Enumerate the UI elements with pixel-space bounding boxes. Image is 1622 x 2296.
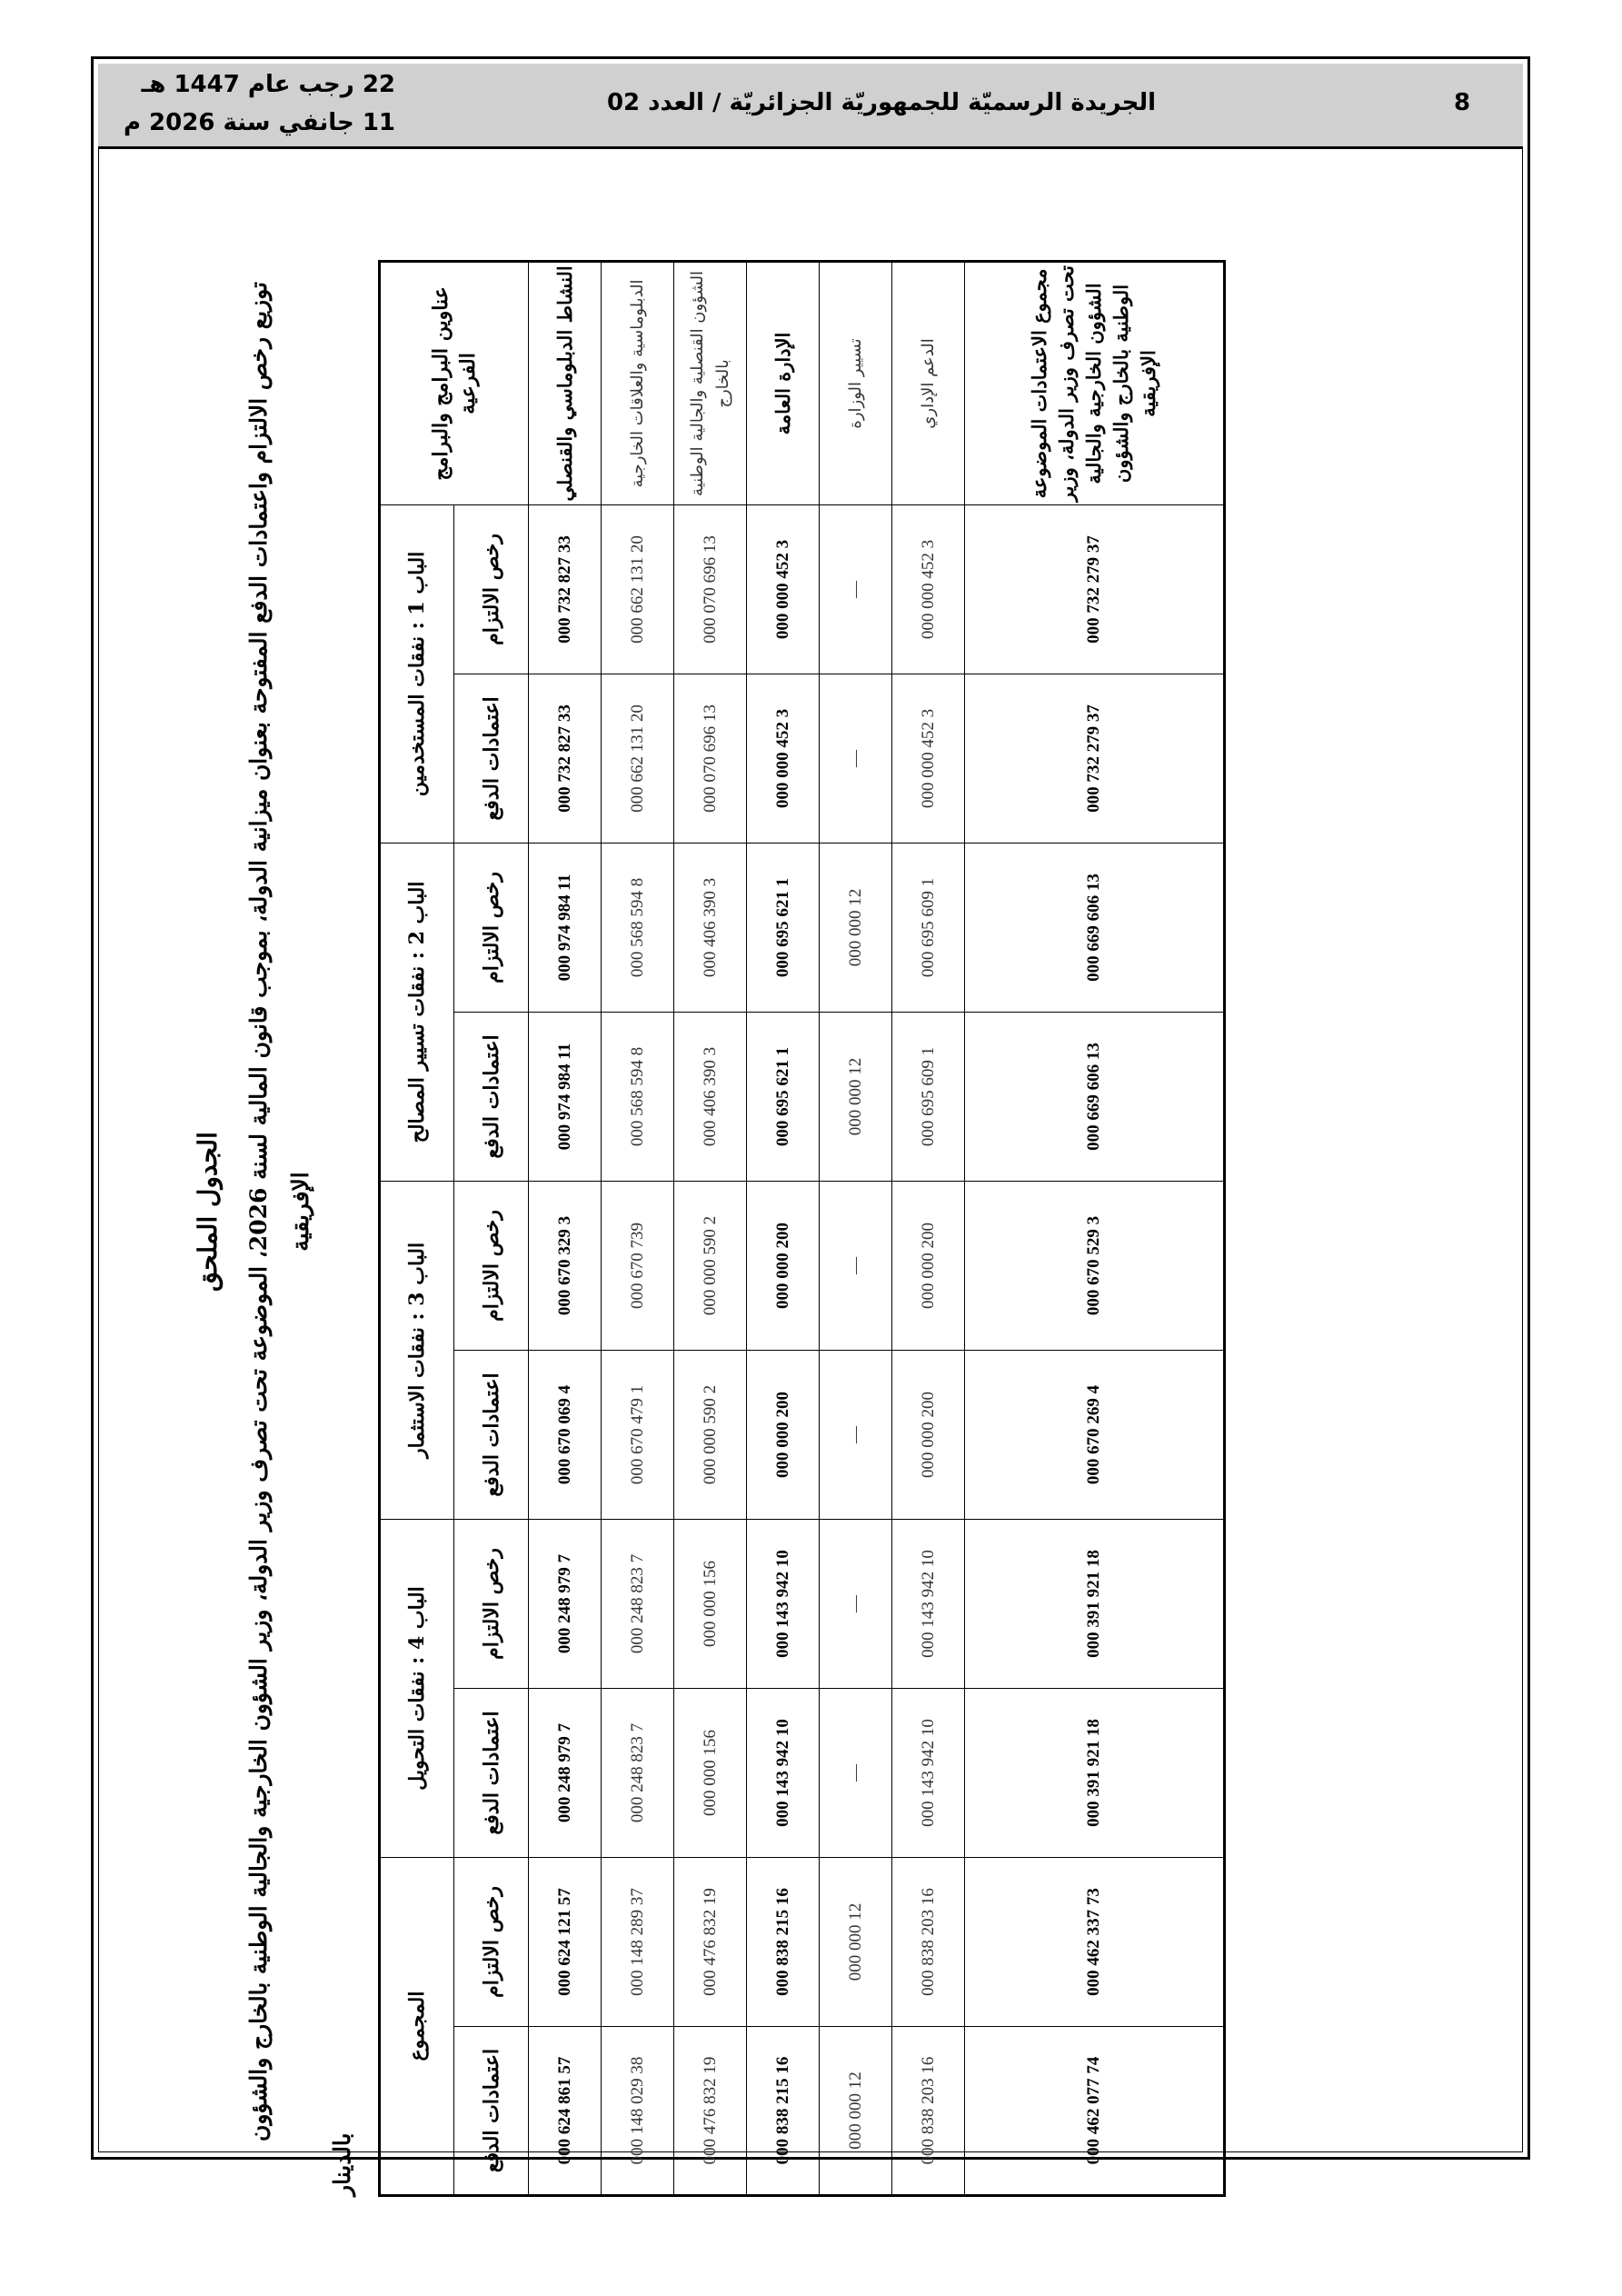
cell-value: 19 832 476 000 bbox=[674, 1857, 747, 2026]
header-payment: اعتمادات الدفع bbox=[454, 1350, 529, 1519]
cell-value: 11 984 974 000 bbox=[529, 843, 602, 1012]
cell-value: 7 823 248 000 bbox=[602, 1688, 674, 1857]
table-caption-text: توزيع رخص الالتزام واعتمادات الدفع المفتوحة بعنوان ميزانية الدولة، بموجب قانون المالية لسنة 2026، الموضوعة تحت تصرف وزير الدولة، وزير الشؤون الخارجية والجالية الوطنية بالخارج والشؤون الإفريقية bbox=[245, 282, 313, 2141]
cell-value: 10 942 143 000 bbox=[747, 1688, 820, 1857]
program-name: الدعم الإداري bbox=[892, 261, 965, 504]
cell-value: 2 590 000 000 bbox=[674, 1350, 747, 1519]
cell-value: 3 452 000 000 bbox=[892, 674, 965, 843]
cell-value: 20 131 662 000 bbox=[602, 674, 674, 843]
cell-value: 3 452 000 000 bbox=[747, 674, 820, 843]
header-commitment: رخص الالتزام bbox=[454, 1181, 529, 1350]
cell-value: 33 827 732 000 bbox=[529, 504, 602, 674]
header-group: الباب 3 : نفقات الاستثمار bbox=[380, 1181, 454, 1519]
cell-value: 18 921 391 000 bbox=[965, 1519, 1225, 1688]
header-payment: اعتمادات الدفع bbox=[454, 2026, 529, 2195]
table-row bbox=[747, 261, 820, 2195]
cell-value: 33 827 732 000 bbox=[529, 674, 602, 843]
cell-value: 73 337 462 000 bbox=[965, 1857, 1225, 2026]
program-name: الإدارة العامة bbox=[747, 261, 820, 504]
header-group: الباب 2 : نفقات تسيير المصالح bbox=[380, 843, 454, 1181]
cell-value: 1 609 695 000 bbox=[892, 1012, 965, 1181]
cell-value: 200 000 000 bbox=[892, 1181, 965, 1350]
cell-value: 11 984 974 000 bbox=[529, 1012, 602, 1181]
table-row-total bbox=[965, 261, 1225, 2195]
header-group: الباب 4 : نفقات التحويل bbox=[380, 1519, 454, 1857]
cell-value: 13 696 070 000 bbox=[674, 504, 747, 674]
cell-value: 3 390 406 000 bbox=[674, 1012, 747, 1181]
cell-value: 3 529 670 000 bbox=[965, 1181, 1225, 1350]
cell-value: 12 000 000 bbox=[820, 1857, 892, 2026]
header-commitment: رخص الالتزام bbox=[454, 1857, 529, 2026]
cell-value: 57 121 624 000 bbox=[529, 1857, 602, 2026]
cell-value: 200 000 000 bbox=[892, 1350, 965, 1519]
cell-value: 10 942 143 000 bbox=[892, 1519, 965, 1688]
cell-value: — bbox=[820, 1350, 892, 1519]
header-commitment: رخص الالتزام bbox=[454, 504, 529, 674]
cell-value: 156 000 000 bbox=[674, 1688, 747, 1857]
cell-value: 13 606 669 000 bbox=[965, 1012, 1225, 1181]
header-group: المجموع bbox=[380, 1857, 454, 2195]
header-payment: اعتمادات الدفع bbox=[454, 674, 529, 843]
page-number: 8 bbox=[1454, 89, 1471, 116]
cell-value: 18 921 391 000 bbox=[965, 1688, 1225, 1857]
currency-unit: بالدينار bbox=[329, 2132, 355, 2196]
header-commitment: رخص الالتزام bbox=[454, 1519, 529, 1688]
cell-value: 12 000 000 bbox=[820, 843, 892, 1012]
cell-value: 7 979 248 000 bbox=[529, 1688, 602, 1857]
table-row bbox=[529, 261, 602, 2195]
gazette-title: الجريدة الرسميّة للجمهوريّة الجزائريّة / العدد 02 bbox=[606, 89, 1157, 116]
cell-value: 8 594 568 000 bbox=[602, 1012, 674, 1181]
program-name: الدبلوماسية والعلاقات الخارجية bbox=[602, 261, 674, 504]
cell-value: — bbox=[820, 504, 892, 674]
rotated-content bbox=[193, 225, 1537, 2198]
cell-value: 38 029 148 000 bbox=[602, 2026, 674, 2195]
budget-table bbox=[378, 260, 1226, 2197]
program-name: تسيير الوزارة bbox=[820, 261, 892, 504]
cell-value: — bbox=[820, 1181, 892, 1350]
cell-value: 12 000 000 bbox=[820, 1012, 892, 1181]
cell-value: 57 861 624 000 bbox=[529, 2026, 602, 2195]
cell-value: 739 670 000 bbox=[602, 1181, 674, 1350]
table-row bbox=[602, 261, 674, 2195]
cell-value: — bbox=[820, 1688, 892, 1857]
header-group: الباب 1 : نفقات المستخدمين bbox=[380, 504, 454, 843]
cell-value: 2 590 000 000 bbox=[674, 1181, 747, 1350]
cell-value: 74 077 462 000 bbox=[965, 2026, 1225, 2195]
date-hijri: 22 رجب عام 1447 هـ bbox=[141, 71, 395, 98]
table-row bbox=[820, 261, 892, 2195]
cell-value: 1 621 695 000 bbox=[747, 1012, 820, 1181]
cell-value: 1 621 695 000 bbox=[747, 843, 820, 1012]
cell-value: 16 203 838 000 bbox=[892, 2026, 965, 2195]
cell-value: 4 069 670 000 bbox=[529, 1350, 602, 1519]
cell-value: 200 000 000 bbox=[747, 1350, 820, 1519]
cell-value: 1 479 670 000 bbox=[602, 1350, 674, 1519]
cell-value: 3 390 406 000 bbox=[674, 843, 747, 1012]
cell-value: 1 609 695 000 bbox=[892, 843, 965, 1012]
cell-value: 37 279 732 000 bbox=[965, 674, 1225, 843]
header-programs: عناوين البرامج والبرامج الفرعية bbox=[380, 261, 529, 504]
table-caption-title: الجدول الملحق bbox=[193, 1132, 223, 1292]
cell-value: 3 329 670 000 bbox=[529, 1181, 602, 1350]
program-name: النشاط الدبلوماسي والقنصلي bbox=[529, 261, 602, 504]
cell-value: 8 594 568 000 bbox=[602, 843, 674, 1012]
cell-value: 12 000 000 bbox=[820, 2026, 892, 2195]
cell-value: 16 215 838 000 bbox=[747, 1857, 820, 2026]
cell-value: 37 289 148 000 bbox=[602, 1857, 674, 2026]
header-commitment: رخص الالتزام bbox=[454, 843, 529, 1012]
cell-value: — bbox=[820, 1519, 892, 1688]
cell-value: 13 696 070 000 bbox=[674, 674, 747, 843]
cell-value: — bbox=[820, 674, 892, 843]
header-payment: اعتمادات الدفع bbox=[454, 1012, 529, 1181]
cell-value: 156 000 000 bbox=[674, 1519, 747, 1688]
cell-value: 19 832 476 000 bbox=[674, 2026, 747, 2195]
cell-value: 7 979 248 000 bbox=[529, 1519, 602, 1688]
cell-value: 20 131 662 000 bbox=[602, 504, 674, 674]
header-payment: اعتمادات الدفع bbox=[454, 1688, 529, 1857]
date-gregorian: 11 جانفي سنة 2026 م bbox=[123, 109, 395, 136]
table-row bbox=[674, 261, 747, 2195]
cell-value: 16 215 838 000 bbox=[747, 2026, 820, 2195]
table-row bbox=[892, 261, 965, 2195]
program-name: الشؤون القنصلية والجالية الوطنية بالخارج bbox=[674, 261, 747, 504]
cell-value: 37 279 732 000 bbox=[965, 504, 1225, 674]
cell-value: 3 452 000 000 bbox=[747, 504, 820, 674]
cell-value: 10 942 143 000 bbox=[892, 1688, 965, 1857]
cell-value: 3 452 000 000 bbox=[892, 504, 965, 674]
cell-value: 7 823 248 000 bbox=[602, 1519, 674, 1688]
cell-value: 10 942 143 000 bbox=[747, 1519, 820, 1688]
cell-value: 4 269 670 000 bbox=[965, 1350, 1225, 1519]
cell-value: 16 203 838 000 bbox=[892, 1857, 965, 2026]
program-name: مجموع الاعتمادات الموضوعة تحت تصرف وزير الدولة، وزير الشؤون الخارجية والجالية الوطنية بالخارج والشؤون الإفريقية bbox=[965, 261, 1225, 504]
cell-value: 200 000 000 bbox=[747, 1181, 820, 1350]
cell-value: 13 606 669 000 bbox=[965, 843, 1225, 1012]
